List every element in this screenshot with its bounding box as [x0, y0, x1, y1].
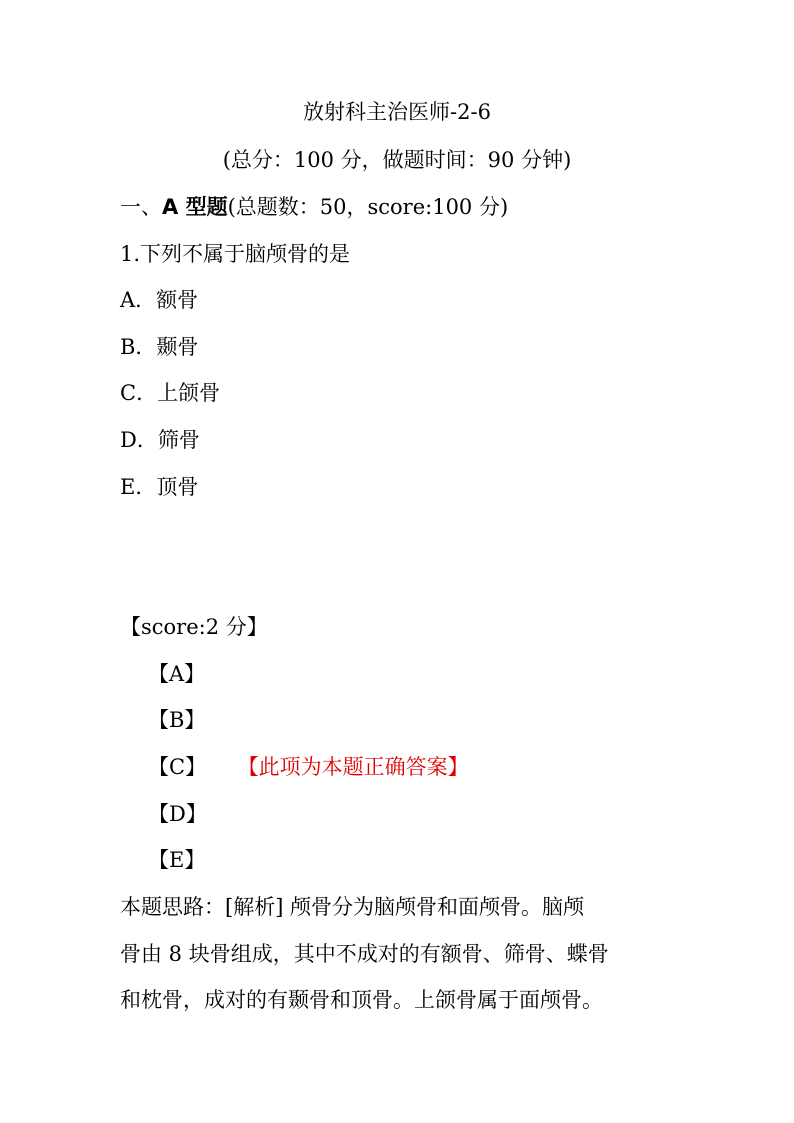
analysis-line-2: 骨由 8 块骨组成，其中不成对的有额骨、筛骨、蝶骨: [120, 942, 609, 966]
section-heading: [120, 197, 508, 218]
section-detail: (总题数：50，score:100 分): [227, 195, 509, 219]
answer-choice-e: 【E】: [148, 848, 206, 872]
answer-choice-a: 【A】: [148, 662, 206, 686]
answer-choice-c: 【C】: [148, 755, 207, 779]
option-e: E．顶骨: [120, 475, 199, 499]
exam-meta: (总分：100 分，做题时间：90 分钟): [222, 148, 572, 172]
option-b: B．颞骨: [120, 335, 199, 359]
answer-choice-d: 【D】: [148, 802, 207, 826]
section-prefix: 一、: [120, 195, 162, 219]
score-label: 【score:2 分】: [120, 615, 268, 639]
answer-choice-c-row: [148, 757, 469, 778]
page-title: 放射科主治医师-2-6: [303, 100, 491, 124]
question-stem: 1.下列不属于脑颅骨的是: [120, 242, 351, 266]
section-type: A 型题: [162, 195, 228, 219]
option-a: A．额骨: [120, 288, 199, 312]
correct-answer-marker: 【此项为本题正确答案】: [248, 755, 469, 779]
answer-choice-b: 【B】: [148, 708, 206, 732]
analysis-line-3: 和枕骨，成对的有颞骨和顶骨。上颌骨属于面颅骨。: [120, 988, 603, 1012]
option-c: C．上颌骨: [120, 381, 221, 405]
option-d: D．筛骨: [120, 428, 200, 452]
analysis-line-1: 本题思路：[解析] 颅骨分为脑颅骨和面颅骨。脑颅: [120, 895, 585, 919]
